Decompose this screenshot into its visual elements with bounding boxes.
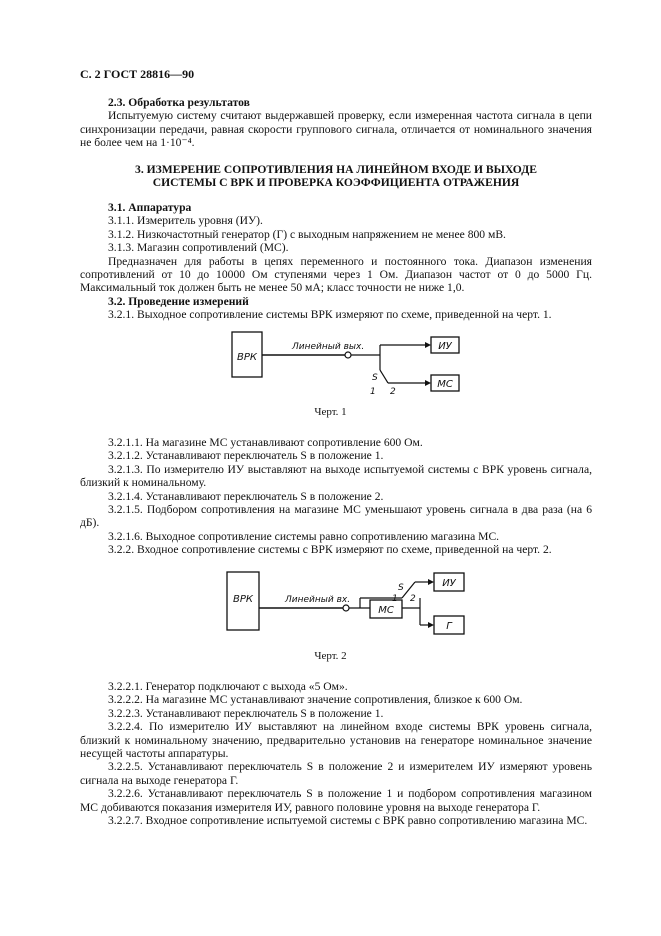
- item-3-2-2-7: 3.2.2.7. Входное сопротивление испытуемой системы с ВРК равно сопротивлению магазина МС.: [108, 814, 588, 828]
- item-3-2-1-6: 3.2.1.6. Выходное сопротивление системы равно сопротивлению магазина МС.: [108, 529, 500, 543]
- page-header: С. 2 ГОСТ 28816—90: [80, 67, 195, 81]
- section-3-title: [80, 163, 592, 190]
- section-3-1-title: 3.1. Аппаратура: [108, 201, 192, 214]
- figure-2-diagram: [220, 568, 490, 643]
- section-2-3: [80, 96, 592, 150]
- fig1-switch: [380, 370, 388, 383]
- fig2-arrow-g: [428, 622, 434, 628]
- item-3-2-1-2: 3.2.1.2. Устанавливают переключатель S в положение 1.: [108, 449, 384, 463]
- item-3-2-1-5: 3.2.1.5. Подбором сопротивления на магазине МС уменьшают уровень сигнала в два раза (на 6 дБ).: [80, 503, 592, 530]
- fig2-s-label: S: [398, 583, 404, 593]
- section-3-title-line1: 3. ИЗМЕРЕНИЕ СОПРОТИВЛЕНИЯ НА ЛИНЕЙНОМ ВХОДЕ И ВЫХОДЕ: [135, 163, 537, 176]
- item-3-2-2-5: 3.2.2.5. Устанавливают переключатель S в положение 2 и измерителем ИУ измеряют уровень сигнала на выходе генератора Г.: [80, 760, 592, 787]
- fig2-terminal: [343, 605, 349, 611]
- fig1-arrow-iu: [425, 342, 431, 348]
- fig2-g-label: Г: [446, 621, 452, 632]
- item-3-2-1-4: 3.2.1.4. Устанавливают переключатель S в положение 2.: [108, 489, 384, 503]
- section-3-1-text: Предназначен для работы в цепях переменного и постоянного тока. Диапазон изменения сопротивлений от 10 до 10000 Ом ступенями через 1 Ом. Диапазон частот от 0 до 5000 Гц. Максимальный ток должен быть не менее 50 мА; класс точности не ниже 1,0.: [80, 254, 592, 295]
- item-3-2-1-3: 3.2.1.3. По измерителю ИУ выставляют на выходе испытуемой системы с ВРК уровень сигнала, близкий к номинальному.: [80, 462, 592, 490]
- procedure-3-2-2: [80, 680, 592, 827]
- figure-2-caption: Черт. 2: [314, 650, 347, 662]
- section-3-2-title: 3.2. Проведение измерений: [108, 294, 249, 308]
- fig1-vrk-label: ВРК: [237, 352, 257, 363]
- fig2-line-label: Линейный вх.: [285, 595, 351, 605]
- fig2-iu-label: ИУ: [442, 578, 456, 589]
- figure-1-diagram: [220, 325, 480, 400]
- fig2-pos1-label: 1: [392, 594, 398, 604]
- fig2-vrk-label: ВРК: [233, 594, 253, 605]
- fig1-pos1-label: 1: [370, 387, 376, 397]
- item-3-1-3: 3.1.3. Магазин сопротивлений (МС).: [108, 241, 289, 255]
- section-2-3-text: Испытуемую систему считают выдержавшей проверку, если измеренная частота сигнала в цепи синхронизации передачи, равная скорости группового сигнала, отличается от номинального значения не более чем на 1·10⁻⁴.: [80, 109, 592, 150]
- fig1-s-label: S: [372, 373, 378, 383]
- item-3-1-1: 3.1.1. Измеритель уровня (ИУ).: [108, 214, 263, 228]
- fig2-pos2-label: 2: [410, 594, 416, 604]
- section-3-title-line2: СИСТЕМЫ С ВРК И ПРОВЕРКА КОЭФФИЦИЕНТА ОТРАЖЕНИЯ: [152, 176, 520, 190]
- procedure-3-2-1: [80, 436, 592, 557]
- item-3-2-1-1: 3.2.1.1. На магазине МС устанавливают сопротивление 600 Ом.: [108, 436, 423, 449]
- fig2-ms-label: МС: [378, 605, 394, 616]
- item-3-2-2-1: 3.2.2.1. Генератор подключают с выхода «5 Ом».: [108, 680, 348, 693]
- fig1-iu-label: ИУ: [438, 341, 452, 352]
- item-3-2-2-6: 3.2.2.6. Устанавливают переключатель S в положение 1 и подбором сопротивления магазином МС добиваются показания измерителя ИУ, равного половине уровня на выходе генератора Г.: [80, 787, 592, 814]
- item-3-1-2: 3.1.2. Низкочастотный генератор (Г) с выходным напряжением не менее 800 мВ.: [108, 227, 506, 241]
- item-3-2-2-4: 3.2.2.4. По измерителю ИУ выставляют на линейном входе системы ВРК уровень сигнала, близкий к номинальному значению, предварительно установив на генераторе номинальное значение несущей частоты аппаратуры.: [80, 720, 592, 761]
- item-3-2-1: 3.2.1. Выходное сопротивление системы ВРК измеряют по схеме, приведенной на черт. 1.: [108, 308, 552, 322]
- item-3-2-2: 3.2.2. Входное сопротивление системы с ВРК измеряют по схеме, приведенной на черт. 2.: [108, 543, 552, 557]
- item-3-2-2-3: 3.2.2.3. Устанавливают переключатель S в положение 1.: [108, 706, 384, 720]
- section-2-3-title: 2.3. Обработка результатов: [108, 96, 250, 109]
- section-3-1: [80, 201, 592, 322]
- fig2-arrow-iu: [428, 579, 434, 585]
- figure-1-caption: Черт. 1: [314, 406, 347, 418]
- fig1-ms-label: МС: [437, 379, 453, 390]
- fig1-terminal: [345, 352, 351, 358]
- item-3-2-2-2: 3.2.2.2. На магазине МС устанавливают значение сопротивления, близкое к 600 Ом.: [108, 693, 523, 707]
- fig1-line-label: Линейный вых.: [292, 342, 365, 352]
- fig1-pos2-label: 2: [390, 387, 396, 397]
- fig1-arrow-ms: [425, 380, 431, 386]
